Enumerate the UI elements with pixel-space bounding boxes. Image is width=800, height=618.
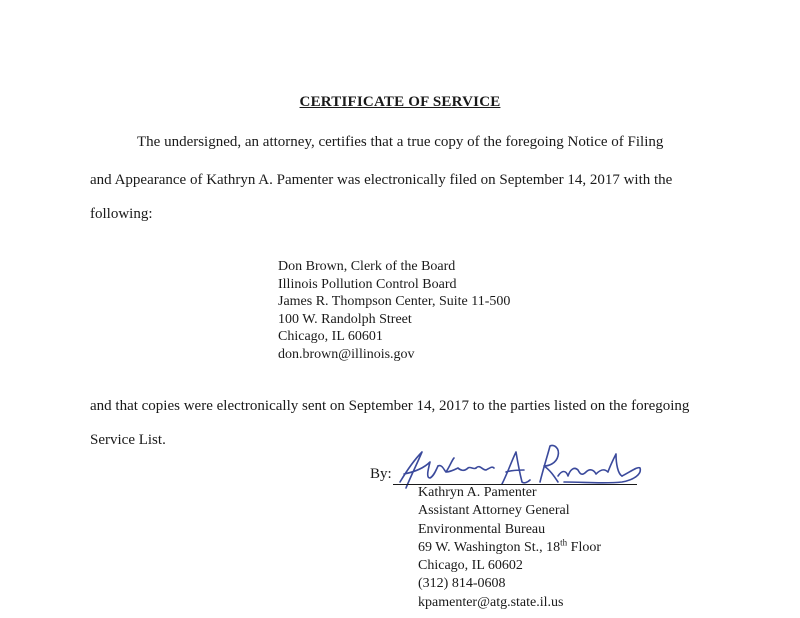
recipient-address-block xyxy=(278,258,510,363)
signer-phone: (312) 814-0608 xyxy=(418,576,506,592)
signer-block xyxy=(418,484,601,612)
recipient-street: 100 W. Randolph Street xyxy=(278,311,412,327)
signer-city: Chicago, IL 60602 xyxy=(418,558,523,574)
signer-bureau: Environmental Bureau xyxy=(418,521,546,537)
intro-line-3: following: xyxy=(90,206,153,222)
signer-street xyxy=(418,539,601,557)
recipient-organization: Illinois Pollution Control Board xyxy=(278,276,457,292)
signer-name: Kathryn A. Pamenter xyxy=(418,485,537,500)
recipient-city: Chicago, IL 60601 xyxy=(278,329,383,344)
signer-street-floor: Floor xyxy=(567,539,601,555)
intro-line-2: and Appearance of Kathryn A. Pamenter was electronically filed on September 14, 2017 with the xyxy=(90,172,673,188)
recipient-email: don.brown@illinois.gov xyxy=(278,346,415,362)
recipient-name: Don Brown, Clerk of the Board xyxy=(278,259,456,274)
signer-street-suffix: th xyxy=(560,537,568,548)
signer-email: kpamenter@atg.state.il.us xyxy=(418,594,564,610)
signer-street-main: 69 W. Washington St., 18 xyxy=(418,539,561,555)
signer-title: Assistant Attorney General xyxy=(418,503,570,519)
closing-line-2: Service List. xyxy=(90,432,166,448)
closing-line-1: and that copies were electronically sent on September 14, 2017 to the parties listed on the foregoing xyxy=(90,398,690,414)
intro-line-1: The undersigned, an attorney, certifies that a true copy of the foregoing Notice of Filing xyxy=(137,134,664,150)
recipient-building: James R. Thompson Center, Suite 11-500 xyxy=(278,294,511,309)
document-title: CERTIFICATE OF SERVICE xyxy=(299,94,501,110)
by-label: By: xyxy=(370,466,392,482)
